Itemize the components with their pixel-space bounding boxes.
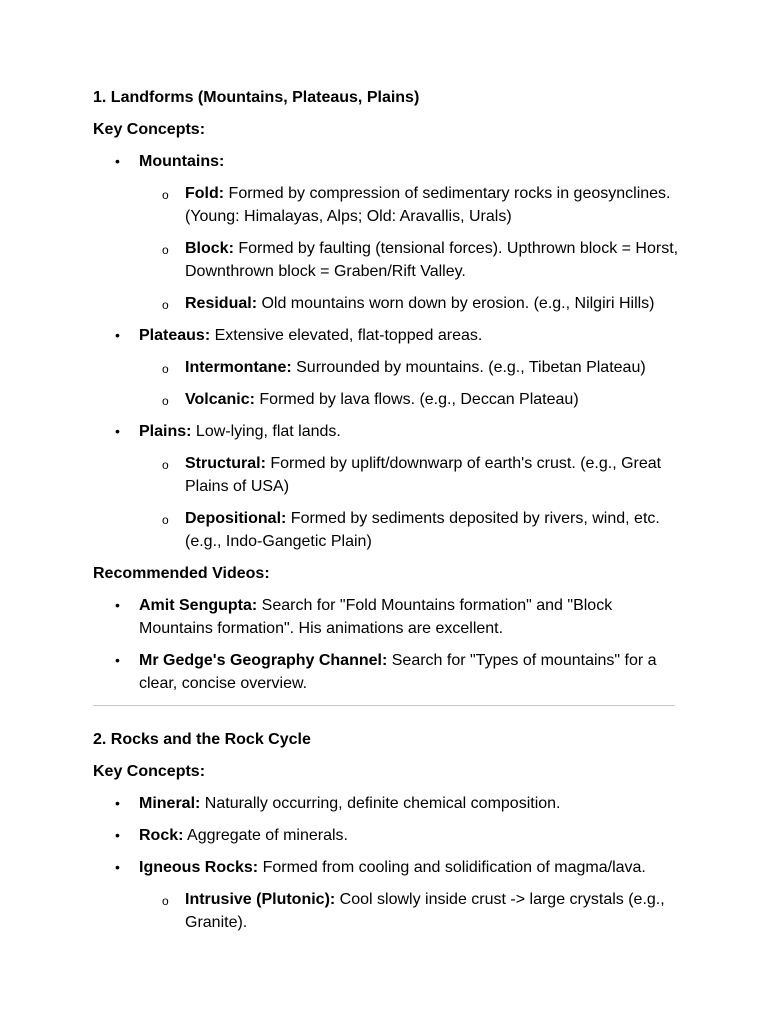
list-item — [93, 856, 683, 934]
term: Structural: — [185, 455, 266, 472]
term: Mineral: — [139, 795, 201, 812]
plains-sublist — [139, 452, 683, 553]
sub-bullet-icon: o — [162, 298, 169, 312]
description: Formed by uplift/downwarp of earth's crust. (e.g., Great Plains of USA) — [185, 455, 662, 495]
plateaus-sublist — [139, 356, 683, 411]
description: Formed by faulting (tensional forces). Upthrown block = Horst, Downthrown block = Graben/Rift Valley. — [185, 240, 679, 280]
description: Aggregate of minerals. — [183, 827, 348, 844]
description: Extensive elevated, flat-topped areas. — [210, 327, 483, 344]
sub-bullet-icon: o — [162, 394, 169, 408]
description: Search for "Fold Mountains formation" and "Block Mountains formation". His animations are excellent. — [139, 597, 613, 637]
term: Residual: — [185, 295, 258, 312]
term: Volcanic: — [185, 391, 255, 408]
recommended-videos-heading: Recommended Videos: — [93, 565, 270, 582]
term: Block: — [185, 240, 234, 257]
term: Intrusive (Plutonic): — [185, 891, 336, 908]
list-item — [139, 237, 683, 283]
term: Mountains: — [139, 153, 225, 170]
term: Mr Gedge's Geography Channel: — [139, 652, 388, 669]
sub-bullet-icon: o — [162, 894, 169, 908]
description: Search for "Types of mountains" for a clear, concise overview. — [139, 652, 657, 692]
list-item — [93, 824, 683, 847]
sub-bullet-icon: o — [162, 188, 169, 202]
bullet-icon: • — [115, 795, 120, 811]
bullet-icon: • — [115, 859, 120, 875]
description: Formed by compression of sedimentary rocks in geosynclines. (Young: Himalayas, Alps; Old: Aravallis, Urals) — [185, 185, 671, 225]
list-item — [139, 356, 683, 379]
bullet-icon: • — [115, 153, 120, 169]
list-item — [139, 452, 683, 498]
section-divider — [93, 705, 675, 706]
sub-bullet-icon: o — [162, 362, 169, 376]
term: Plateaus: — [139, 327, 211, 344]
bullet-icon: • — [115, 597, 120, 613]
description: Surrounded by mountains. (e.g., Tibetan Plateau) — [291, 359, 646, 376]
term: Plains: — [139, 423, 192, 440]
description: Formed by sediments deposited by rivers, wind, etc. (e.g., Indo-Gangetic Plain) — [185, 510, 660, 550]
list-item — [139, 292, 683, 315]
list-item — [139, 388, 683, 411]
list-item — [93, 792, 683, 815]
section-2-title: 2. Rocks and the Rock Cycle — [93, 731, 311, 748]
section-1-title: 1. Landforms (Mountains, Plateaus, Plains) — [93, 89, 420, 106]
list-item — [139, 888, 683, 934]
list-item — [139, 507, 683, 553]
description: Formed from cooling and solidification of magma/lava. — [258, 859, 646, 876]
mountains-sublist — [139, 182, 683, 315]
sub-bullet-icon: o — [162, 513, 169, 527]
term: Fold: — [185, 185, 225, 202]
term: Igneous Rocks: — [139, 859, 259, 876]
key-concepts-heading: Key Concepts: — [93, 121, 206, 138]
bullet-icon: • — [115, 652, 120, 668]
key-concepts-heading: Key Concepts: — [93, 763, 206, 780]
term: Amit Sengupta: — [139, 597, 258, 614]
description: Formed by lava flows. (e.g., Deccan Plateau) — [254, 391, 579, 408]
term: Depositional: — [185, 510, 287, 527]
bullet-icon: • — [115, 827, 120, 843]
list-item — [139, 182, 683, 228]
list-item-plateaus — [93, 324, 683, 411]
list-item — [93, 649, 683, 695]
description: Naturally occurring, definite chemical composition. — [200, 795, 561, 812]
list-item-mountains — [93, 150, 683, 315]
landforms-list — [93, 150, 683, 553]
sub-bullet-icon: o — [162, 458, 169, 472]
bullet-icon: • — [115, 327, 120, 343]
videos-list — [93, 594, 683, 695]
term: Rock: — [139, 827, 184, 844]
term: Intermontane: — [185, 359, 292, 376]
description: Cool slowly inside crust -> large crystals (e.g., Granite). — [185, 891, 665, 931]
sub-bullet-icon: o — [162, 243, 169, 257]
igneous-sublist — [139, 888, 683, 934]
list-item — [93, 594, 683, 640]
description: Old mountains worn down by erosion. (e.g., Nilgiri Hills) — [257, 295, 655, 312]
description: Low-lying, flat lands. — [191, 423, 341, 440]
list-item-plains — [93, 420, 683, 553]
document-content — [93, 86, 683, 943]
bullet-icon: • — [115, 423, 120, 439]
rocks-list — [93, 792, 683, 934]
